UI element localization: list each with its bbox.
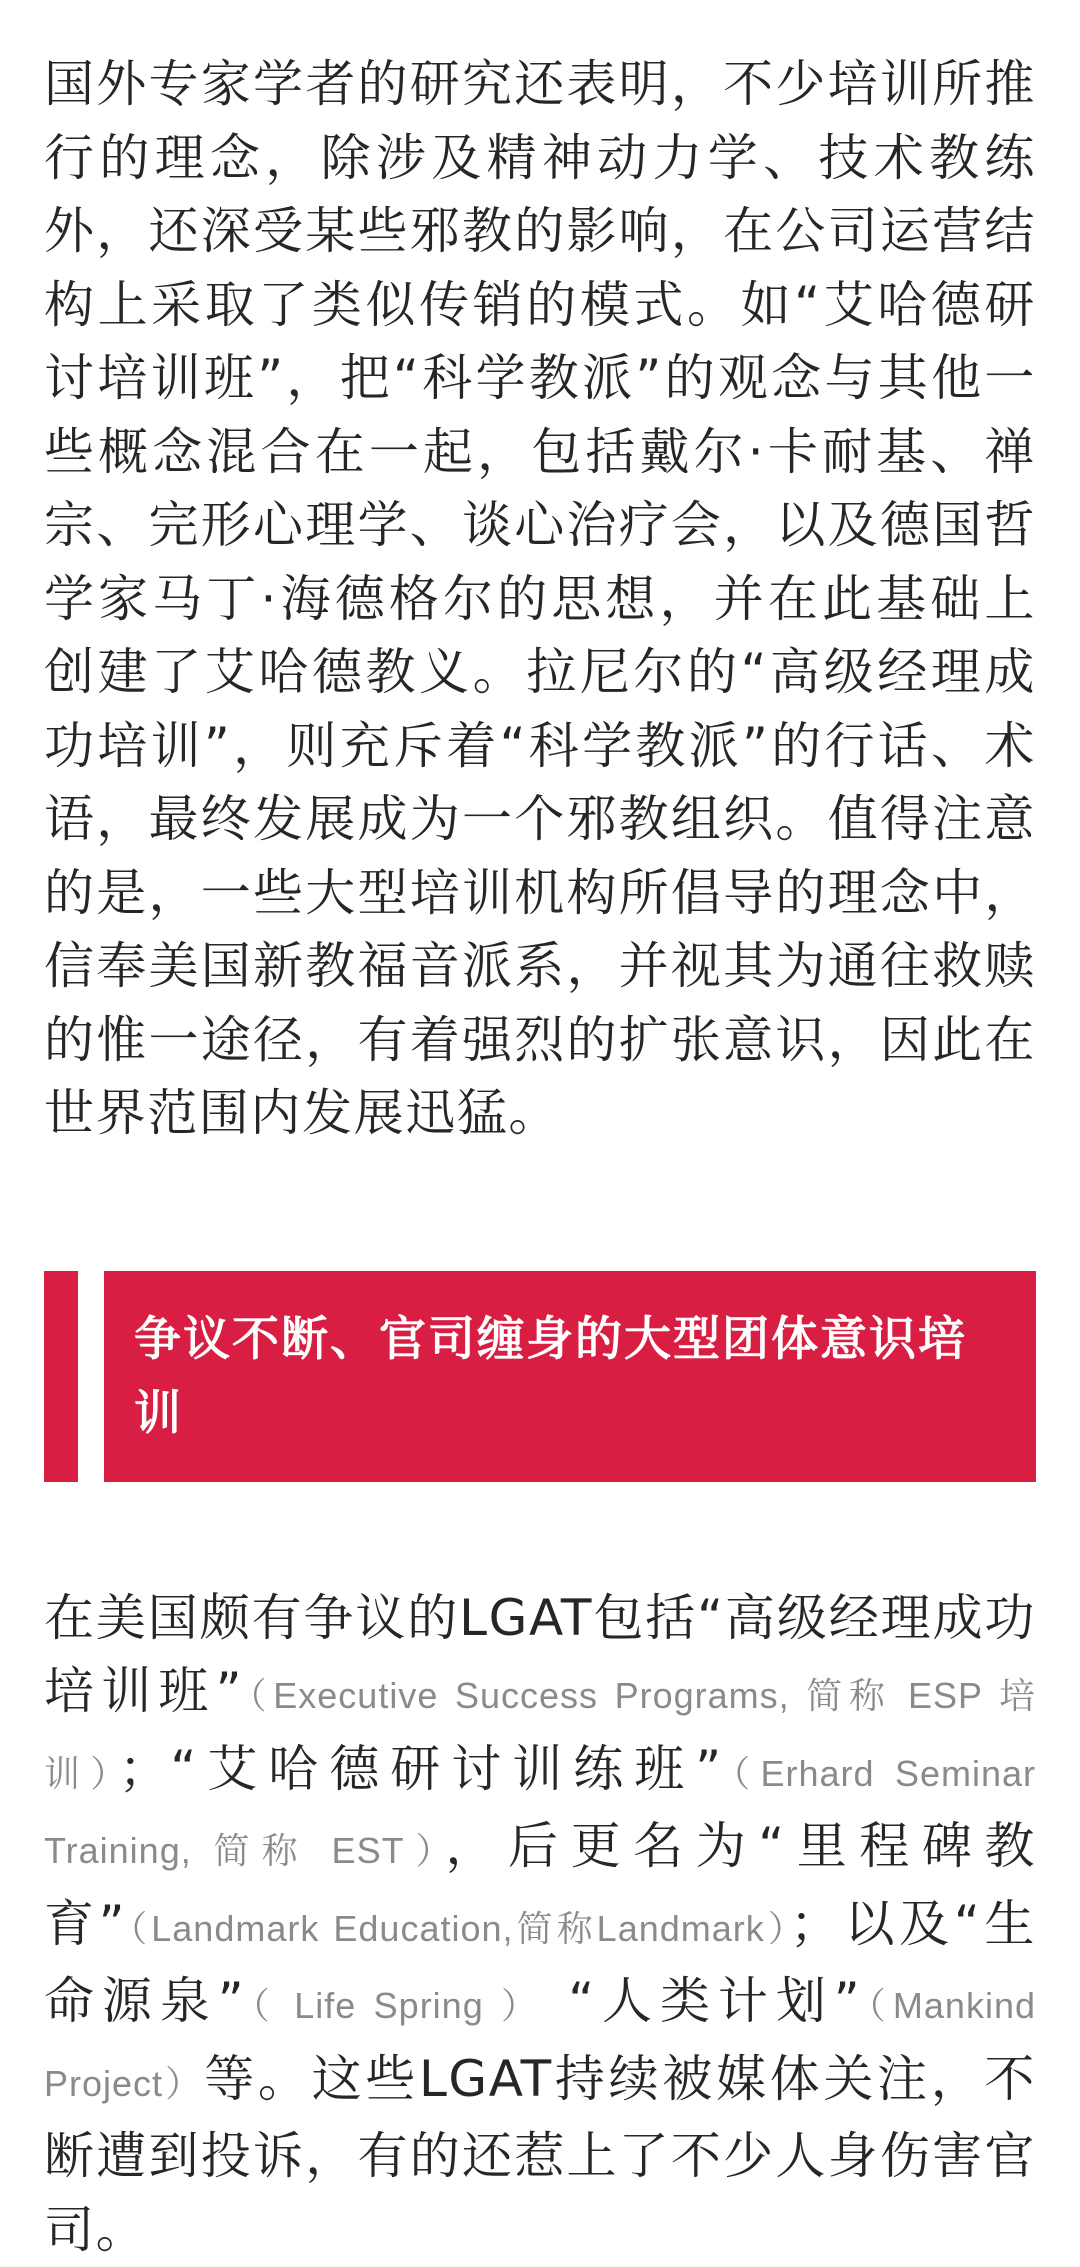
article	[44, 48, 1036, 2267]
paragraph-2-text: ，后更名为“里程碑教育”	[44, 1817, 1036, 1953]
paragraph-2-text: “人类计划”	[544, 1972, 861, 2030]
english-annotation: （Mankind Project）	[44, 1985, 1036, 2104]
paragraph-2-text: 在美国颇有争议的LGAT包括“高级经理成功培训班”	[44, 1589, 1036, 1721]
english-annotation: （Executive Success Programs, 简称 ESP 培训）	[44, 1675, 1036, 1794]
heading-accent-bar	[44, 1271, 78, 1482]
english-annotation: （Landmark Education,简称Landmark）	[126, 1908, 790, 1949]
paragraph-2-text: 等。这些LGAT持续被媒体关注，不断遭到投诉，有的还惹上了不少人身伤害官司。	[44, 2050, 1036, 2259]
paragraph-2-text: ；以及“生命源泉”	[44, 1895, 1036, 2031]
paragraph-2	[44, 1582, 1036, 2267]
heading-box	[104, 1271, 1036, 1482]
english-annotation: （Erhard Seminar Training, 简称 EST）	[44, 1753, 1036, 1872]
section-heading	[44, 1271, 1036, 1482]
paragraph-2-text: ；“艾哈德研讨训练班”	[119, 1740, 723, 1798]
english-annotation: （ Life Spring ）	[245, 1985, 544, 2026]
paragraph-1: 国外专家学者的研究还表明，不少培训所推行的理念，除涉及精神动力学、技术教练外，还深受某些邪教的影响，在公司运营结构上采取了类似传销的模式。如“艾哈德研讨培训班”，把“科学教派”的观念与其他一些概念混合在一起，包括戴尔·卡耐基、禅宗、完形心理学、谈心治疗会，以及德国哲学家马丁·海德格尔的思想，并在此基础上创建了艾哈德教义。拉尼尔的“高级经理成功培训”，则充斥着“科学教派”的行话、术语，最终发展成为一个邪教组织。值得注意的是，一些大型培训机构所倡导的理念中，信奉美国新教福音派系，并视其为通往救赎的惟一途径，有着强烈的扩张意识，因此在世界范围内发展迅猛。	[44, 48, 1036, 1151]
section-heading-text: 争议不断、官司缠身的大型团体意识培训	[134, 1303, 1008, 1451]
